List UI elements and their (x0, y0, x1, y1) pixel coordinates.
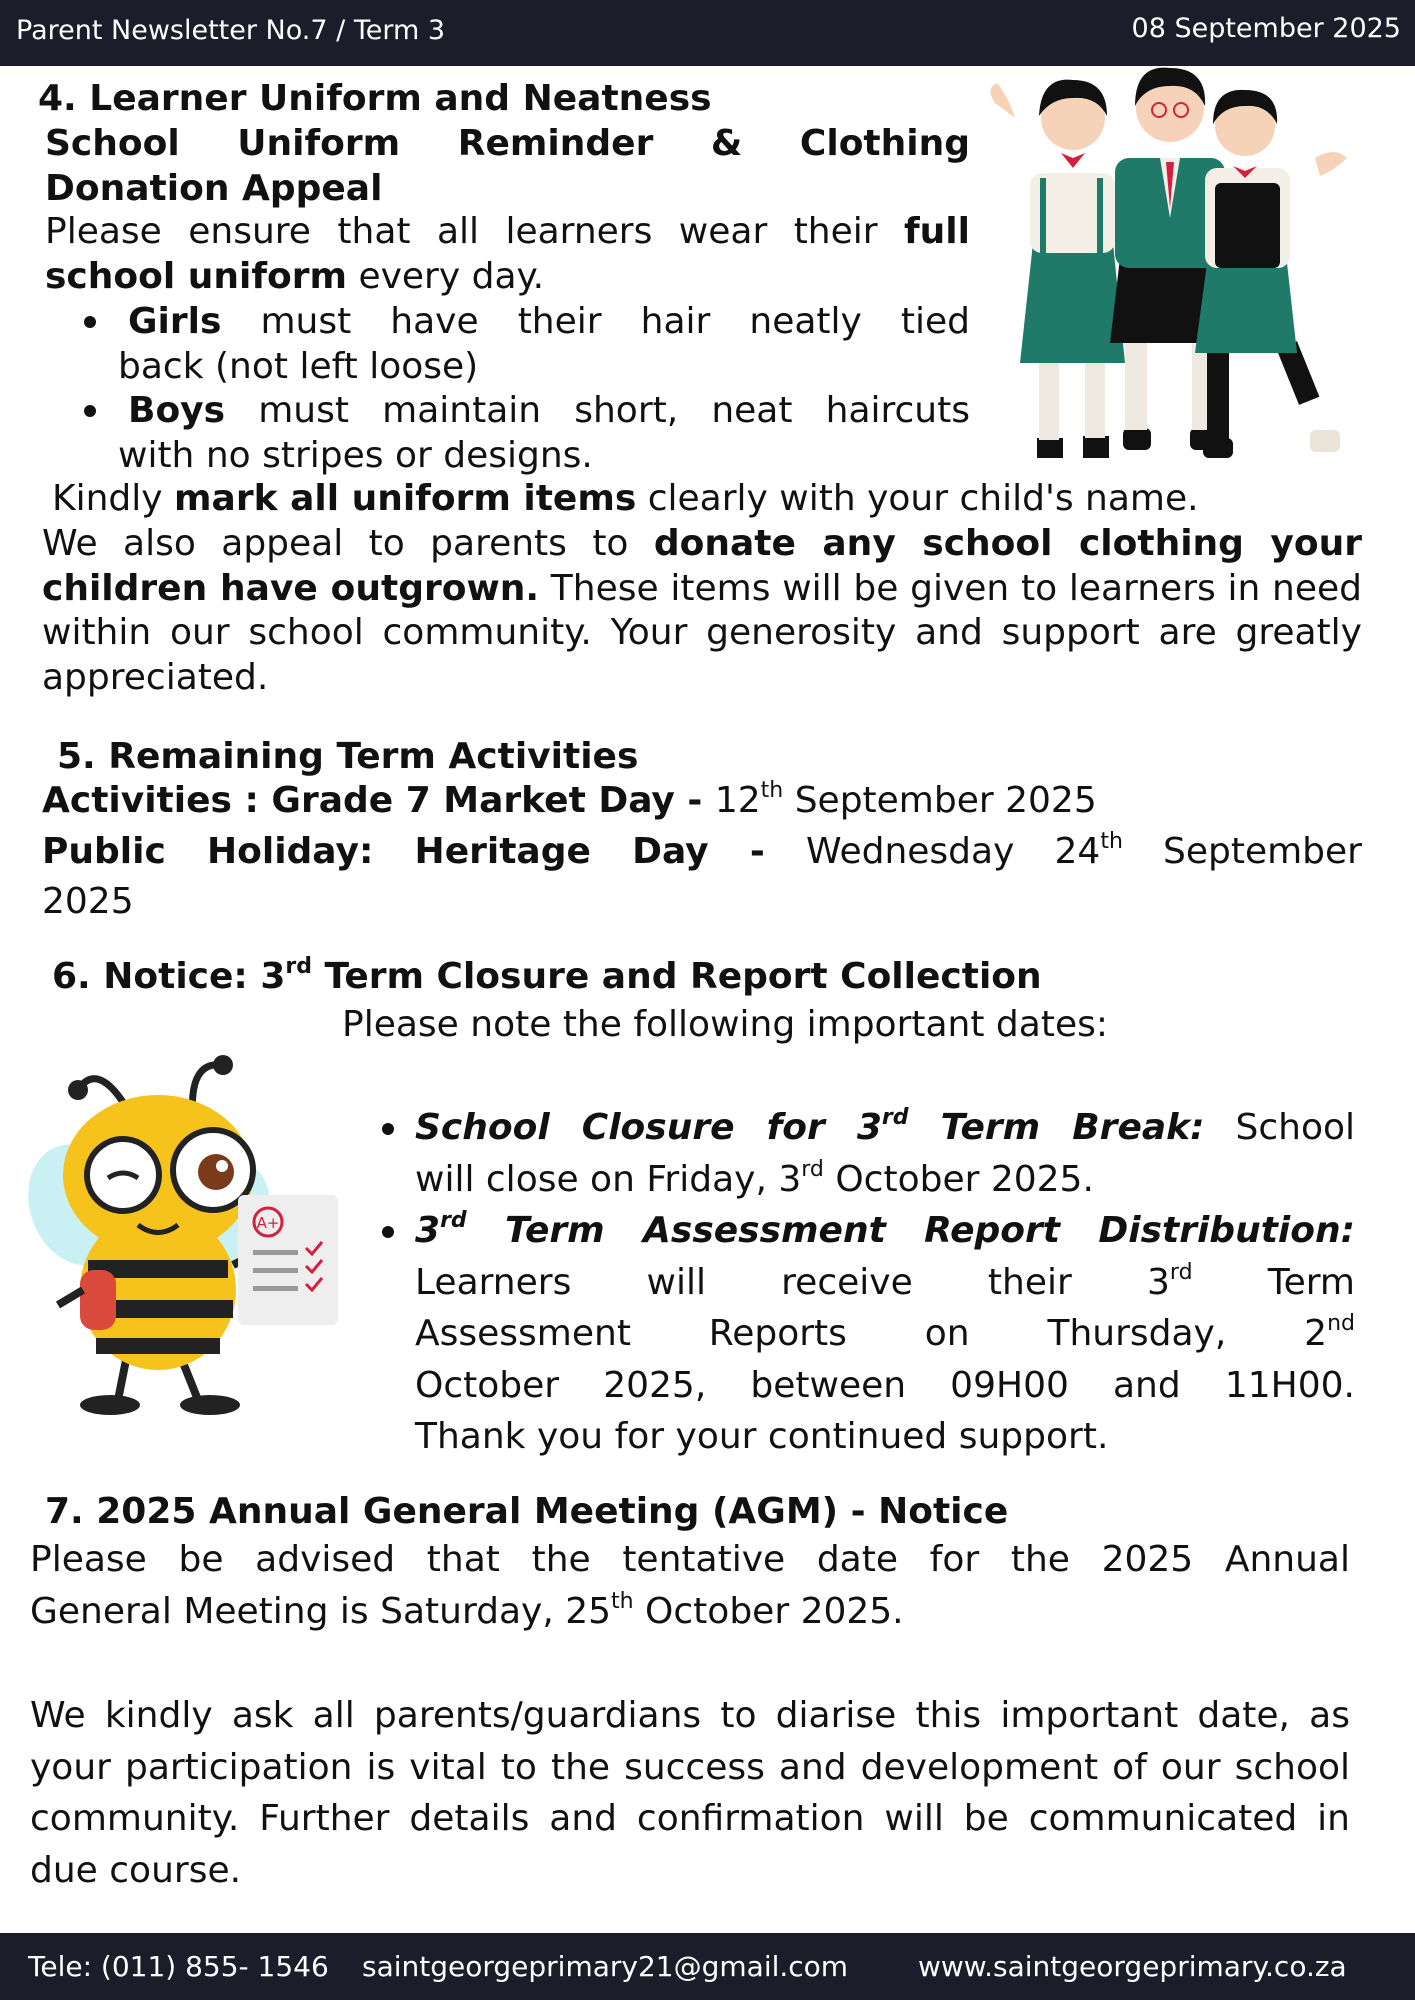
donation-appeal-text: We also appeal to parents to donate any school clothing your children have outgrown. These items will be given to learners in need within our school community. Your generosity and support are greatly appreciated. (42, 523, 1363, 698)
bullet-dot (84, 316, 96, 328)
uniform-rules-list (118, 300, 970, 478)
list-item: School Closure for 3rd Term Break: School (415, 1106, 1355, 1151)
important-dates-intro: Please note the following important dates: (342, 1004, 1108, 1045)
agm-notice-text: Please be advised that the tentative date for the 2025 Annual General Meeting is Saturday, 25th October 2025. (30, 1539, 1350, 1632)
student-right (1195, 90, 1347, 458)
heritage-day-year: 2025 (42, 881, 134, 922)
footer-bar (0, 1933, 1415, 2000)
footer-website[interactable]: www.saintgeorgeprimary.co.za (918, 1950, 1347, 1983)
footer-telephone: Tele: (011) 855- 1546 (28, 1950, 329, 1983)
student-left (990, 80, 1125, 458)
newsletter-date: 08 September 2025 (1131, 13, 1401, 44)
three-students-illustration (975, 58, 1380, 483)
report-grade: A+ (256, 1214, 280, 1232)
section4-subheading-line1: School Uniform Reminder & Clothing (45, 123, 970, 164)
list-item: Girls must have their hair neatly tied back (not left loose) (118, 300, 970, 389)
uniform-intro-line1: Please ensure that all learners wear their full (45, 211, 970, 252)
bullet-dot (382, 1123, 394, 1135)
header-bar (0, 0, 1415, 66)
section4-heading: 4. Learner Uniform and Neatness (38, 78, 712, 119)
mark-items-text: Kindly mark all uniform items clearly with your child's name. (52, 478, 1199, 519)
section7-heading: 7. 2025 Annual General Meeting (AGM) - Notice (45, 1491, 1009, 1532)
agm-attendance-request: We kindly ask all parents/guardians to diarise this important date, as your participation is vital to the success and development of our school community. Further details and confirmation will be communicated in due course. (30, 1695, 1350, 1891)
bee-mascot-illustration (18, 1050, 383, 1425)
section4-subheading-line2: Donation Appeal (45, 168, 383, 209)
section5-heading: 5. Remaining Term Activities (57, 736, 639, 777)
bullet-dot (84, 405, 96, 417)
uniform-intro-line2: school uniform every day. (45, 256, 545, 297)
bullet-dot (382, 1226, 394, 1238)
newsletter-title: Parent Newsletter No.7 / Term 3 (16, 15, 446, 46)
footer-email[interactable]: saintgeorgeprimary21@gmail.com (362, 1950, 849, 1983)
heritage-day-holiday: Public Holiday: Heritage Day - Wednesday 24th September (42, 829, 1362, 872)
market-day-activity: Activities : Grade 7 Market Day - 12th September 2025 (42, 778, 1097, 821)
list-item: Boys must maintain short, neat haircuts with no stripes or designs. (118, 389, 970, 478)
list-item: 3rd Term Assessment Report Distribution: (415, 1209, 1355, 1254)
report-card-icon (238, 1195, 338, 1325)
section6-heading: 6. Notice: 3rd Term Closure and Report Collection (52, 954, 1042, 997)
term-dates-list: School Closure for 3rd Term Break: School will close on Friday, 3rd October 2025. 3rd Term Assessment Report Distribution: Learners will receive their 3rd Term Assessment Reports on Thursday, 2nd October 2025, between 09H00 and 11H00. Thank you for your continued support. (415, 1106, 1355, 1460)
